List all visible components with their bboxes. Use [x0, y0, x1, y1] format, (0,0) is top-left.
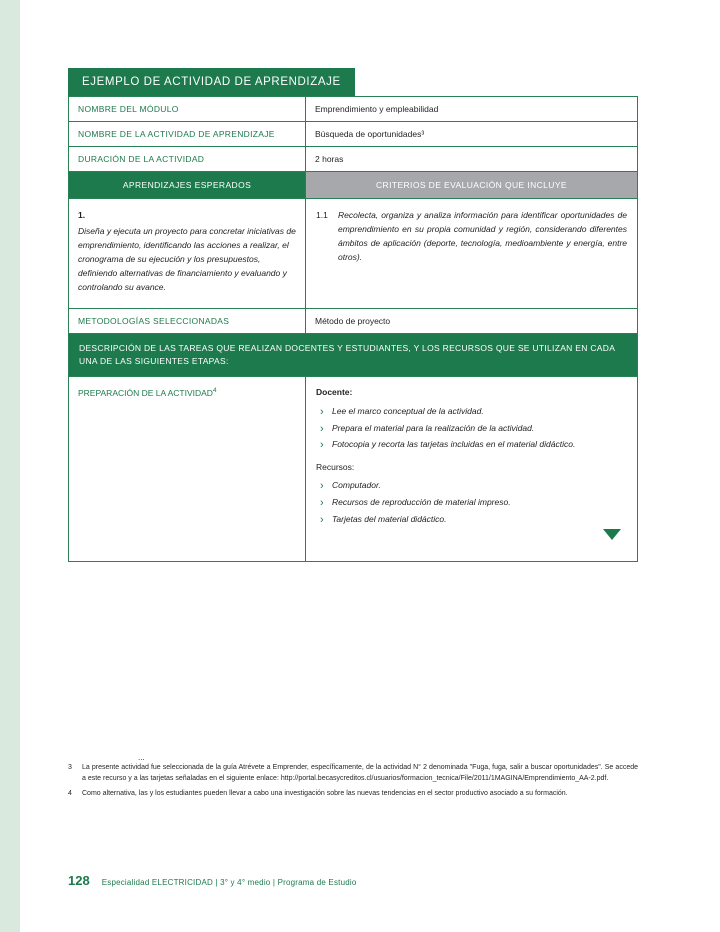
teacher-task-list	[316, 405, 627, 452]
page-left-accent-bar-inner	[0, 0, 20, 932]
stage-tasks-cell	[306, 377, 638, 562]
page-left-accent-bar	[0, 0, 20, 932]
footnote-text: Como alternativa, las y los estudiantes pueden llevar a cabo una investigación sobre las nuevas tendencias en el sector productivo asociado a su formación.	[82, 790, 568, 798]
tasks-role-resources: Recursos:	[316, 461, 355, 472]
stage-label-text: PREPARACIÓN DE LA ACTIVIDAD	[78, 388, 213, 399]
label-duration: DURACIÓN DE LA ACTIVIDAD	[69, 147, 306, 172]
footnote-3	[68, 762, 638, 784]
table-row-methodology	[69, 309, 638, 334]
footnotes	[68, 753, 638, 804]
footnote-text: La presente actividad fue seleccionada de la guía Atrévete a Emprender, específicamente, de la actividad N° 2 denominada "Fuga, fuga, salir a buscar oportunidades". Se accede a este recurso y a las tarjetas señaladas en el siguiente enlace: http://portal.becasycreditos.cl/usuarios/formacion_tecnica/File/2011/1MAGINA/Emprendimiento_AA-2.pdf.	[82, 764, 638, 783]
stage-label-footnote-marker: 4	[212, 387, 217, 395]
footer-text: Especialidad ELECTRICIDAD | 3° y 4° medio | Programa de Estudio	[101, 878, 357, 887]
value-methodology: Método de proyecto	[306, 309, 638, 334]
list-item: › Lee el marco conceptual de la actividad.	[316, 405, 627, 419]
criteria-number: 1.1	[316, 210, 328, 220]
table-row-section-headers	[69, 172, 638, 199]
activity-table	[68, 96, 638, 562]
resource-list	[316, 479, 627, 526]
header-evaluation-criteria: CRITERIOS DE EVALUACIÓN QUE INCLUYE	[306, 172, 638, 199]
table-row-duration	[69, 147, 638, 172]
label-module: NOMBRE DEL MÓDULO	[69, 97, 306, 122]
criteria-text: Recolecta, organiza y analiza información para identificar oportunidades de emprendimiento en su propia comunidad y región, considerando diferentes ámbitos de aplicación (deporte, tecnología, medioambiente y energía, entre otros).	[338, 210, 627, 263]
page-number: 128	[68, 873, 90, 888]
stage-label	[69, 377, 306, 562]
label-activity-name: NOMBRE DE LA ACTIVIDAD DE APRENDIZAJE	[69, 122, 306, 147]
learning-outcome-text: Diseña y ejecuta un proyecto para concretar iniciativas de emprendimiento, identificando las acciones a realizar, el cronograma de su ejecución y los presupuestos, definiendo alternativas de financiamiento y evaluando y controlando su avance.	[78, 226, 296, 293]
label-methodology: METODOLOGÍAS SELECCIONADAS	[69, 309, 306, 334]
list-item: › Recursos de reproducción de material impreso.	[316, 496, 627, 510]
footnote-4	[68, 788, 638, 799]
table-row-outcomes-body	[69, 199, 638, 309]
triangle-down-icon	[603, 529, 621, 540]
list-item: › Fotocopia y recorta las tarjetas incluidas en el material didáctico.	[316, 438, 627, 452]
table-row-activity-name	[69, 122, 638, 147]
page-footer	[68, 873, 638, 888]
footnote-number: 3	[68, 764, 72, 771]
list-item: › Prepara el material para la realización de la actividad.	[316, 422, 627, 436]
list-item: › Computador.	[316, 479, 627, 493]
table-row-module	[69, 97, 638, 122]
table-row-description-band	[69, 334, 638, 377]
description-band: DESCRIPCIÓN DE LAS TAREAS QUE REALIZAN DOCENTES Y ESTUDIANTES, Y LOS RECURSOS QUE SE UTILIZAN EN CADA UNA DE LAS SIGUIENTES ETAPAS:	[69, 334, 638, 377]
list-item: › Tarjetas del material didáctico.	[316, 513, 627, 527]
table-row-stage	[69, 377, 638, 562]
page-title: EJEMPLO DE ACTIVIDAD DE APRENDIZAJE	[68, 68, 355, 96]
value-activity-name: Búsqueda de oportunidades³	[306, 122, 638, 147]
learning-outcome-number: 1.	[78, 210, 86, 220]
value-duration: 2 horas	[306, 147, 638, 172]
evaluation-criteria-cell	[306, 199, 638, 309]
value-module: Emprendimiento y empleabilidad	[306, 97, 638, 122]
footnote-number: 4	[68, 790, 72, 798]
continues-arrow-row	[316, 529, 627, 545]
header-learning-outcomes: APRENDIZAJES ESPERADOS	[69, 172, 306, 199]
tasks-role-teacher: Docente:	[316, 387, 353, 398]
learning-outcome-cell	[69, 199, 306, 309]
footnote-separator: ...	[138, 753, 145, 762]
page-content	[68, 0, 638, 562]
